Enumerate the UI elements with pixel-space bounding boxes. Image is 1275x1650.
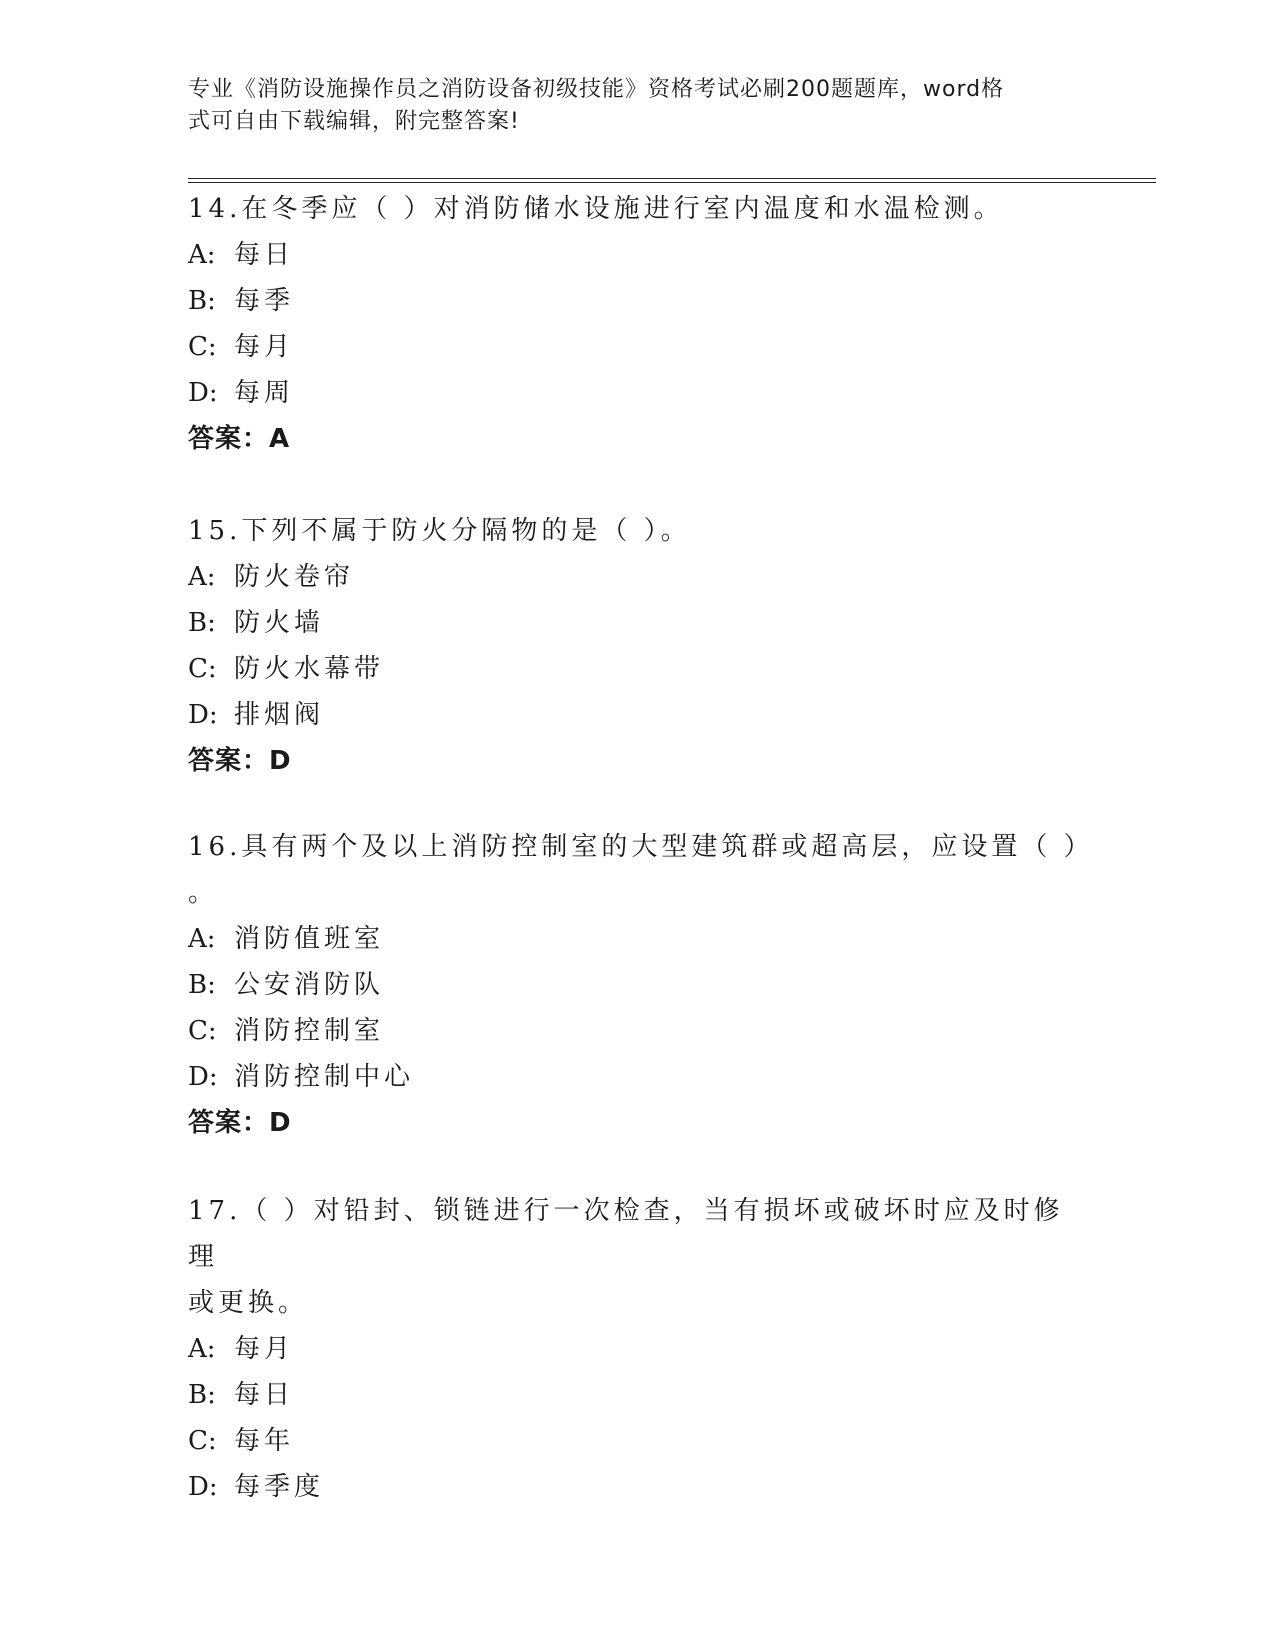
answer-line: 答案：A — [188, 424, 291, 454]
question-stem: 14.在冬季应（ ）对消防储水设施进行室内温度和水温检测。 — [188, 194, 1004, 224]
option-letter: D: — [188, 700, 218, 730]
option-c — [188, 646, 1088, 692]
question-16 — [188, 824, 1094, 1146]
question-17 — [188, 1188, 1088, 1510]
option-letter: C: — [188, 1016, 217, 1046]
option-c — [188, 1008, 1088, 1054]
option-text: 消防控制中心 — [234, 1062, 415, 1092]
question-15 — [188, 508, 1088, 784]
option-d — [188, 1464, 1088, 1510]
option-b — [188, 1372, 1088, 1418]
option-text: 每季度 — [234, 1472, 325, 1502]
option-text: 每月 — [234, 332, 295, 362]
option-text: 排烟阀 — [234, 700, 325, 730]
question-stem: 15.下列不属于防火分隔物的是（ ）。 — [188, 516, 691, 546]
option-a — [188, 1326, 1088, 1372]
option-letter: A: — [188, 924, 216, 954]
option-d — [188, 1054, 1088, 1100]
option-text: 防火卷帘 — [234, 562, 355, 592]
option-text: 每日 — [234, 1380, 295, 1410]
option-text: 消防值班室 — [234, 924, 385, 954]
option-letter: C: — [188, 654, 217, 684]
option-letter: D: — [188, 378, 218, 408]
header-line-2: 式可自由下载编辑，附完整答案! — [188, 109, 520, 134]
option-text: 每日 — [234, 240, 295, 270]
option-b — [188, 278, 1088, 324]
option-a — [188, 554, 1088, 600]
document-header — [188, 74, 1068, 138]
option-letter: B: — [188, 970, 216, 1000]
option-letter: C: — [188, 1426, 217, 1456]
option-a — [188, 232, 1088, 278]
option-letter: B: — [188, 608, 216, 638]
option-text: 消防控制室 — [234, 1016, 385, 1046]
answer-line: 答案：D — [188, 746, 292, 776]
option-c — [188, 1418, 1088, 1464]
option-letter: C: — [188, 332, 217, 362]
option-letter: A: — [188, 240, 216, 270]
option-letter: A: — [188, 562, 216, 592]
question-stem-line-1: 17.（ ）对铅封、锁链进行一次检查，当有损坏或破坏时应及时修理 — [188, 1196, 1064, 1272]
answer-line: 答案：D — [188, 1108, 292, 1138]
option-text: 每季 — [234, 286, 295, 316]
option-text: 公安消防队 — [234, 970, 385, 1000]
option-d — [188, 370, 1088, 416]
option-c — [188, 324, 1088, 370]
question-stem-line-2: 。 — [188, 878, 219, 908]
option-a — [188, 916, 1088, 962]
option-text: 每周 — [234, 378, 295, 408]
option-b — [188, 600, 1088, 646]
option-text: 防火水幕带 — [234, 654, 385, 684]
header-divider-top — [188, 178, 1156, 179]
option-b — [188, 962, 1088, 1008]
header-line-1: 专业《消防设施操作员之消防设备初级技能》资格考试必刷200题题库，word格 — [188, 77, 1005, 102]
header-divider-bottom — [188, 182, 1156, 183]
option-text: 防火墙 — [234, 608, 325, 638]
option-letter: A: — [188, 1334, 216, 1364]
option-letter: D: — [188, 1062, 218, 1092]
option-text: 每月 — [234, 1334, 295, 1364]
option-letter: B: — [188, 1380, 216, 1410]
option-letter: B: — [188, 286, 216, 316]
option-text: 每年 — [234, 1426, 295, 1456]
question-stem-line-1: 16.具有两个及以上消防控制室的大型建筑群或超高层，应设置（ ） — [188, 832, 1094, 862]
option-d — [188, 692, 1088, 738]
question-14 — [188, 186, 1088, 462]
question-stem-line-2: 或更换。 — [188, 1288, 309, 1318]
option-letter: D: — [188, 1472, 218, 1502]
